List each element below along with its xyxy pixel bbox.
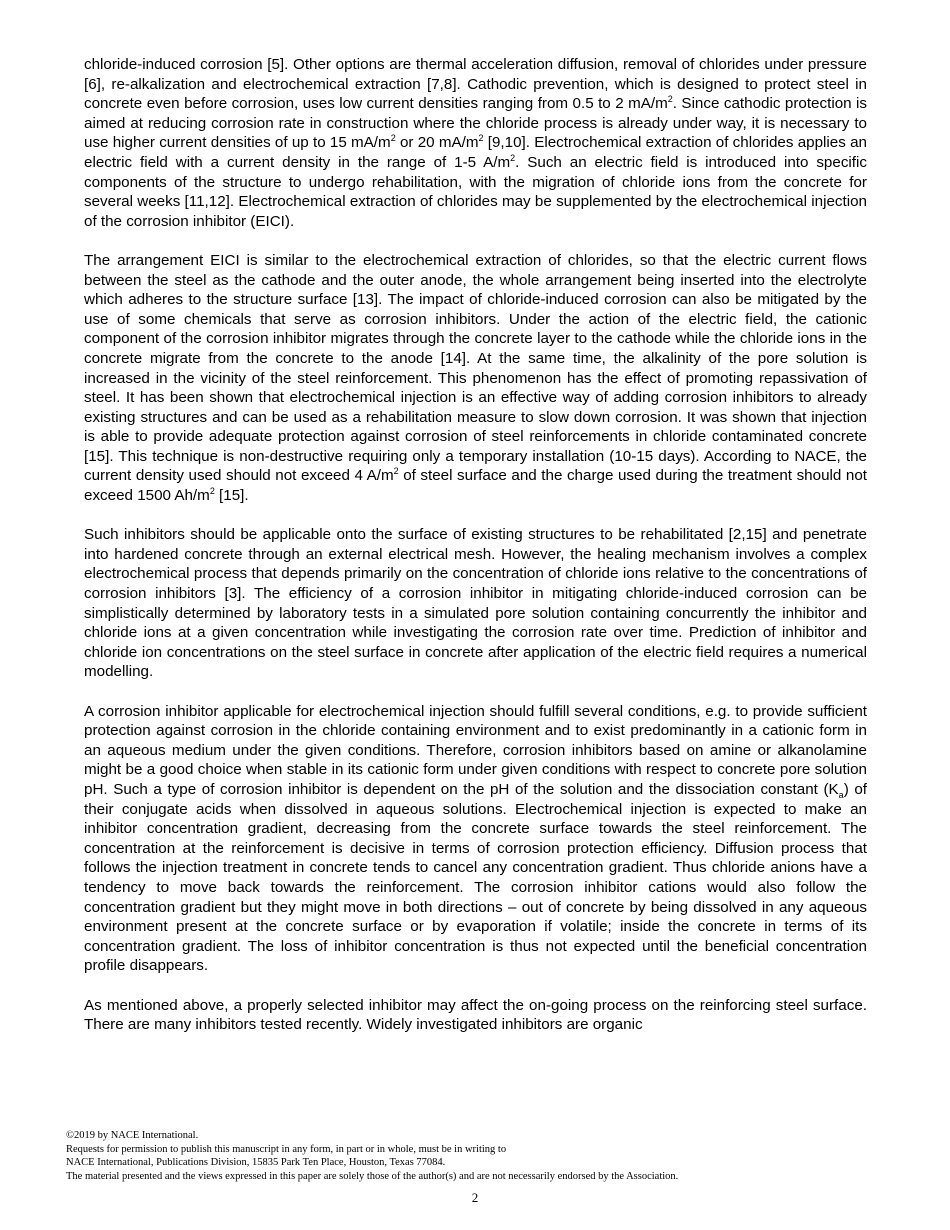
text-segment: 2 [393,466,399,477]
text-segment: 2 [209,486,215,496]
footer-copyright: ©2019 by NACE International. [66,1130,199,1141]
text-segment: 2 [390,133,396,144]
text-segment: or 20 mA/m [395,134,479,152]
paragraph-4 [84,702,867,976]
paragraph-5 [84,996,867,1035]
text-segment: . Since cathodic protection is aimed at reducing corrosion rate in construction where the chloride process is already under way, it is necessary to use higher current densities of up to 15 mA/m [84,95,867,152]
paragraph-3 [84,525,867,682]
paragraph-1 [84,55,867,231]
text-segment: [15]. [214,487,249,505]
text-segment: [9,10]. Electrochemical extraction of chlorides applies an electric field with a current density in the range of 1-5 A/m [84,134,867,171]
text-segment: The arrangement EICI is similar to the electrochemical extraction of chlorides, so that the electric current flows between the steel as the cathode and the outer anode, the whole arrangement being inserted into the electrolyte which adheres to the structure surface [13]. The impact of chloride-induced corrosion can also be mitigated by the use of some chemicals that serve as corrosion inhibitors. Under the action of the electric field, the cationic component of the corrosion inhibitor migrates through the concrete layer to the cathode while the chloride ions in the concrete migrate from the concrete to the anode [14]. At the same time, the alkalinity of the pore solution is increased in the vicinity of the steel reinforcement. This phenomenon has the effect of promoting repassivation of steel. It has been shown that electrochemical injection is an effective way of adding corrosion inhibitors to already existing structures and can be used as a rehabilitation measure to slow down corrosion. It was shown that injection is able to provide adequate protection against corrosion of steel reinforcements in chloride contaminated concrete [15]. This technique is non-destructive requiring only a temporary installation (10-15 days). According to NACE, the current density used should not exceed 4 A/m [84,251,867,485]
text-segment: of steel surface and the charge used during the treatment should not exceed 1500 Ah/m [84,467,867,505]
footer-permission: Requests for permission to publish this manuscript in any form, in part or in whole, must be in writing to [66,1143,507,1155]
text-segment: chloride-induced corrosion [5]. Other options are thermal acceleration diffusion, removal of chlorides under pressure [6], re-alkalization and electrochemical extraction [7,8]. Cathodic prevention, which is designed to protect steel in concrete even before corrosion, uses low current densities ranging from 0.5 to 2 mA/m [84,56,867,113]
footer [66,1129,886,1184]
text-segment: a [838,790,844,800]
text-segment: ) of their conjugate acids when dissolved in aqueous solutions. Electrochemical injection is expected to make an inhibitor concentration gradient, decreasing from the concrete surface towards the steel reinforcement. The concentration at the reinforcement is decisive in terms of corrosion protection efficiency. Diffusion process that follows the injection treatment in concrete tends to cancel any concentration gradient. Thus chloride anions have a tendency to move back towards the reinforcement. The corrosion inhibitor cations would also follow the concentration gradient but they might move in both directions – out of concrete by being dissolved in any aqueous environment present at the concrete surface or by evaporation if volatile; inside the concrete in terms of its concentration gradient. The loss of inhibitor concentration is thus not expected until the beneficial concentration profile disappears. [84,780,868,975]
page-number: 2 [471,1190,479,1205]
text-segment: Such inhibitors should be applicable onto the surface of existing structures to be rehabilitated [2,15] and penetrate into hardened concrete through an external electrical mesh. However, the healing mechanism involves a complex electrochemical process that depends primarily on the concentration of chloride ions relative to the concentrations of corrosion inhibitors [3]. The efficiency of a corrosion inhibitor in mitigating chloride-induced corrosion can be simplistically determined by laboratory tests in a simulated pore solution containing concurrently the inhibitor and chloride ions at a given concentration while investigating the corrosion rate over time. Prediction of inhibitor and chloride ion concentrations on the steel surface in concrete after application of the electric field requires a numerical modelling. [84,526,867,681]
body-text [84,55,867,1054]
text-segment: A corrosion inhibitor applicable for electrochemical injection should fulfill several conditions, e.g. to provide sufficient protection against corrosion in the chloride containing environment and to exist predominantly in a cationic form in an aqueous medium under the given conditions. Therefore, corrosion inhibitors based on amine or alkanolamine might be a good choice when stable in its cationic form under given conditions with respect to concrete pore solution pH. Such a type of corrosion inhibitor is dependent on the pH of the solution and the dissociation constant (K [84,702,867,798]
text-segment: 2 [667,94,673,105]
text-segment: . Such an electric field is introduced into specific components of the structure to undergo rehabilitation, with the migration of chloride ions from the concrete for several weeks [11,12]. Electrochemical extraction of chlorides may be supplemented by the electrochemical injection of the corrosion inhibitor (EICI). [84,153,867,230]
footer-address: NACE International, Publications Division, 15835 Park Ten Place, Houston, Texas 77084. [66,1157,446,1169]
text-segment: As mentioned above, a properly selected inhibitor may affect the on-going process on the reinforcing steel surface. There are many inhibitors tested recently. Widely investigated inhibitors are organic [84,996,867,1034]
footer-disclaimer: The material presented and the views expressed in this paper are solely those of the author(s) and are not necessarily endorsed by the Association. [66,1171,679,1183]
text-segment: 2 [510,152,516,163]
paragraph-2 [84,251,867,506]
text-segment: 2 [478,133,484,144]
